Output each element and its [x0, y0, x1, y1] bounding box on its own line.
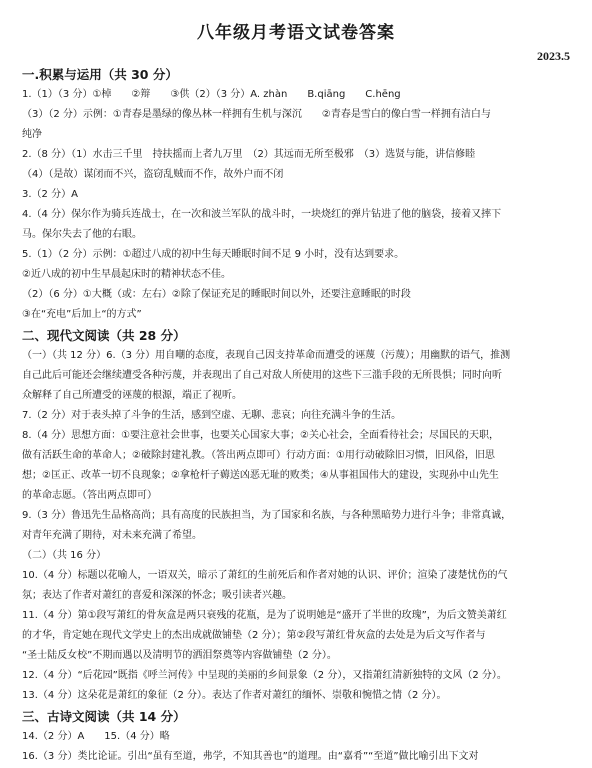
answer-line: 13.（4 分）这朵花是萧红的象征（2 分）。表达了作者对萧红的缅怀、崇敬和惋惜之情（2 分）。	[22, 690, 447, 701]
answer-line: 想；②匡正、改革一切不良现象；②拿枪杆子薅送凶恶无耻的败类；④从事祖国伟大的建设，实现孙中山先生	[22, 470, 499, 481]
document-title: 八年级月考语文试卷答案	[197, 23, 395, 43]
section-heading: 一.积累与运用（共 30 分）	[22, 67, 178, 82]
answer-line: ②近八成的初中生早晨起床时的精神状态不佳。	[22, 269, 231, 280]
answer-line: （3）（2 分）示例：①青春是墨绿的像丛林一样拥有生机与深沉 ②青春是雪白的像白雪一样拥有洁白与	[22, 109, 491, 120]
answer-line: 5.（1）（2 分）示例：①超过八成的初中生每天睡眠时间不足 9 小时，没有达到要求。	[22, 249, 405, 260]
answer-line: 自己此后可能还会继续遭受各种污蔑，并表现出了自己对敌人所使用的这些下三滥手段的无所畏惧；同时向听	[22, 370, 502, 381]
answer-line: （4）（是故）谋闭而不兴，盗窃乱贼而不作，故外户而不闭	[22, 169, 284, 180]
answer-line: （一）（共 12 分）6.（3 分）用自嘲的态度，表现自己因支持革命而遭受的诬蔑（污蔑）；用幽默的语气，推测	[22, 350, 511, 361]
document-date: 2023.5	[537, 49, 570, 63]
answer-line: 1.（1）（3 分）①棹 ②辩 ③供（2）（3 分）A. zhàn B.qiāng C.hēng	[22, 89, 401, 100]
answer-line: 12.（4 分）“后花园”既指《呼兰河传》中呈现的美丽的乡间景象（2 分），又指萧红清新独特的文风（2 分）。	[22, 670, 507, 681]
answer-line: 做有活跃生命的革命人；②破除封建礼教。（答出两点即可）行动方面：①用行动破除旧习惯，旧风俗，旧思	[22, 450, 495, 461]
answer-line: 8.（4 分）思想方面：①要注意社会世事，也要关心国家大事；②关心社会，全面看待社会；尽国民的天职，	[22, 430, 500, 441]
answer-line: 11.（4 分）第①段写萧红的骨灰盒是两只衰残的花瓶，是为了说明她是“盛开了半世的玫瑰”，为后文赞美萧红	[22, 610, 507, 621]
answer-line: 众解释了自己所遭受的诬蔑的根源，端正了视听。	[22, 390, 242, 401]
answer-line: “圣士陆反女校”不期而遇以及清明节的洒泪祭奠等内容做铺垫（2 分）。	[22, 650, 337, 661]
answer-line: 马。保尔失去了他的右眼。	[22, 229, 142, 240]
answer-line: 7.（2 分）对于表头掉了斗争的生活，感到空虚、无聊、悲哀；向往充满斗争的生活。	[22, 410, 402, 421]
answer-line: 对青年充满了期待，对未来充满了希望。	[22, 530, 202, 541]
answer-line: ③在“充电”后加上“的方式”	[22, 309, 142, 320]
answer-line: 10.（4 分）标题以花喻人，一语双关，暗示了萧红的生前死后和作者对她的认识、评价；渲染了凄楚忧伤的气	[22, 570, 508, 581]
document-body	[22, 64, 578, 767]
section-heading: 三、古诗文阅读（共 14 分）	[22, 709, 186, 724]
answer-line: （二）（共 16 分）	[22, 550, 107, 561]
answer-line: 氛；表达了作者对萧红的喜爱和深深的怀念；吸引读者兴趣。	[22, 590, 292, 601]
answer-line: 的革命志愿。（答出两点即可）	[22, 490, 157, 501]
answer-line: 9.（3 分）鲁迅先生品格高尚；具有高度的民族担当，为了国家和名族，与各种黑暗势力进行斗争；非常真诚，	[22, 510, 512, 521]
answer-line: 纯净	[22, 129, 42, 140]
answer-line: 16.（3 分）类比论证。引出“虽有至道，弗学，不知其善也”的道理。由“嘉肴”“至道”做比喻引出下文对	[22, 751, 479, 762]
answer-line: 4.（4 分）保尔作为骑兵连战士，在一次和波兰军队的战斗时，一块烧红的弹片钻进了他的脑袋，接着又摔下	[22, 209, 502, 220]
answer-line: 3.（2 分）A	[22, 189, 78, 200]
answer-line: 2.（8 分）（1）水击三千里 持扶摇而上者九万里 （2）其远而无所至极邪 （3）选贤与能，讲信修睦	[22, 149, 476, 160]
answer-line: （2）（6 分）①大概（或：左右）②除了保证充足的睡眠时间以外，还要注意睡眠的时段	[22, 289, 411, 300]
answer-line: 的才华，肯定她在现代文学史上的杰出成就做铺垫（2 分）；第②段写萧红骨灰盒的去处是为后文写作者与	[22, 630, 486, 641]
section-heading: 二、现代文阅读（共 28 分）	[22, 328, 186, 343]
answer-line: 14.（2 分）A 15.（4 分）略	[22, 731, 170, 742]
